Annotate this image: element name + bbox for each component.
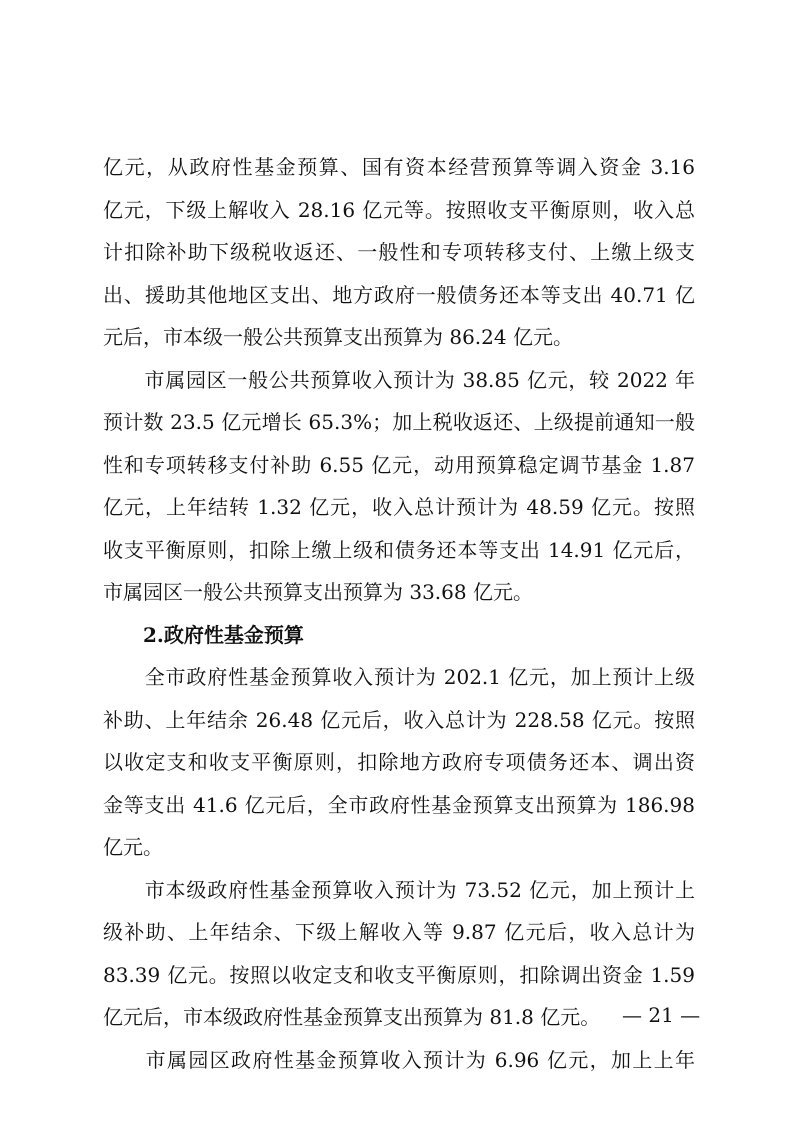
- text-line: 市属园区一般公共预算支出预算为 33.68 亿元。: [103, 580, 533, 604]
- paragraph-5: [103, 1039, 695, 1082]
- text-line: 市属园区一般公共预算收入预计为 38.85 亿元，较 2022 年: [103, 367, 695, 392]
- text-line: 计扣除补助下级税收返还、一般性和专项转移支付、上缴上级支: [103, 240, 695, 264]
- text-line: 元后，市本级一般公共预算支出预算为 86.24 亿元。: [103, 325, 573, 349]
- text-line: 预计数 23.5 亿元增长 65.3%；加上税收返还、上级提前通知一般: [103, 410, 695, 434]
- text-line: 亿元。: [103, 835, 163, 859]
- text-line: 市本级政府性基金预算收入预计为 73.52 亿元，加上预计上: [103, 877, 695, 902]
- paragraph-3: [103, 656, 695, 869]
- section-heading: 2.政府性基金预算: [143, 622, 304, 647]
- text-line: 亿元，上年结转 1.32 亿元，收入总计预计为 48.59 亿元。按照: [103, 495, 695, 519]
- page-number: — 21 —: [622, 1003, 701, 1027]
- text-line: 亿元，下级上解收入 28.16 亿元等。按照收支平衡原则，收入总: [103, 197, 695, 222]
- document-page: [103, 146, 695, 1081]
- text-line: 金等支出 41.6 亿元后，全市政府性基金预算支出预算为 186.98: [103, 792, 695, 817]
- text-line: 亿元后，市本级政府性基金预算支出预算为 81.8 亿元。: [103, 1005, 601, 1029]
- text-line: 收支平衡原则，扣除上缴上级和债务还本等支出 14.91 亿元后，: [103, 537, 695, 562]
- text-line: 亿元，从政府性基金预算、国有资本经营预算等调入资金 3.16: [103, 155, 695, 179]
- text-line: 83.39 亿元。按照以收定支和收支平衡原则，扣除调出资金 1.59: [103, 962, 695, 987]
- paragraph-4: [103, 869, 695, 1039]
- text-line: 出、援助其他地区支出、地方政府一般债务还本等支出 40.71 亿: [103, 282, 695, 307]
- text-line: 全市政府性基金预算收入预计为 202.1 亿元，加上预计上级: [103, 665, 695, 689]
- text-line: 以收定支和收支平衡原则，扣除地方政府专项债务还本、调出资: [103, 750, 695, 774]
- text-line: 补助、上年结余 26.48 亿元后，收入总计为 228.58 亿元。按照: [103, 707, 695, 732]
- text-line: 级补助、上年结余、下级上解收入等 9.87 亿元后，收入总计为: [103, 920, 695, 944]
- text-line: 市属园区政府性基金预算收入预计为 6.96 亿元，加上上年: [103, 1047, 695, 1072]
- text-line: 性和专项转移支付补助 6.55 亿元，动用预算稳定调节基金 1.87: [103, 452, 695, 477]
- paragraph-2: [103, 359, 695, 614]
- paragraph-1: [103, 146, 695, 359]
